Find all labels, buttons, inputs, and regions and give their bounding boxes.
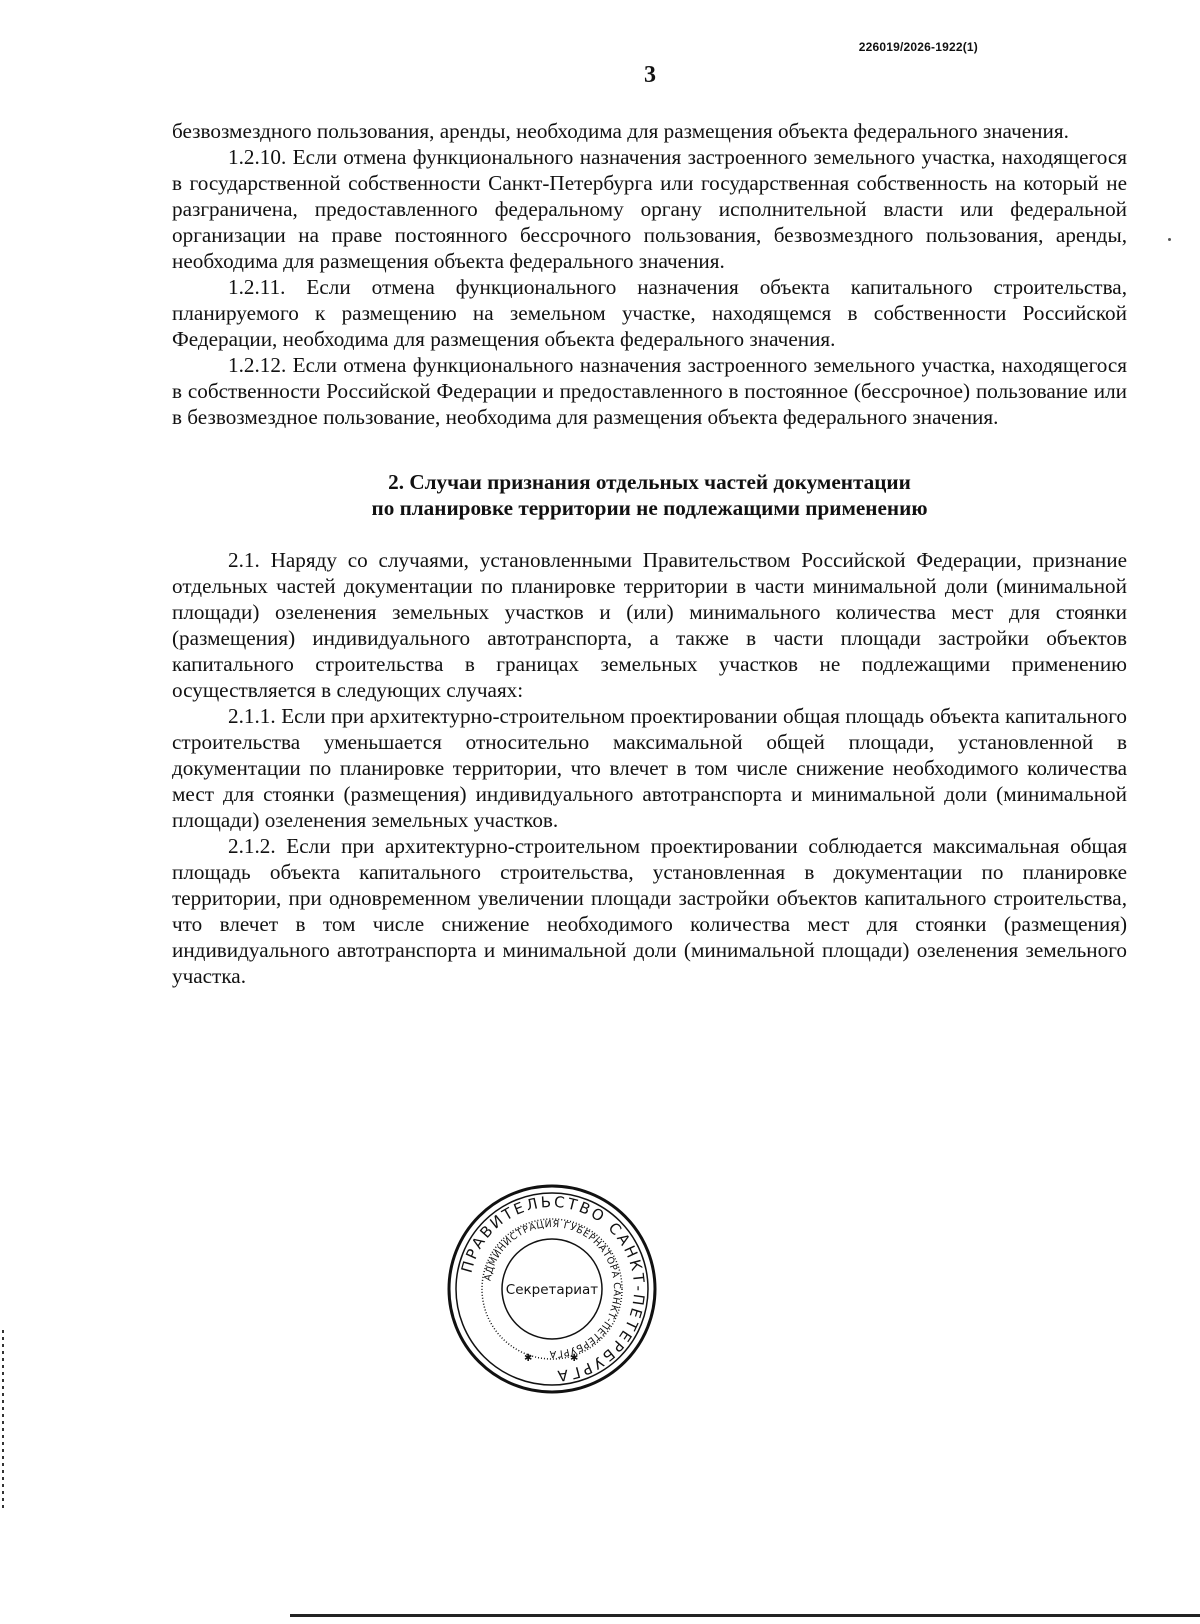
paragraph-1-2-12: 1.2.12. Если отмена функционального назначения застроенного земельного участка, находящегося в собственности Российской Федерации и предоставленного в постоянное (бессрочное) пользование или в безвозмездное пользование, необходима для размещения объекта федерального значения. xyxy=(172,353,1127,429)
stamp-outer-text: ПРАВИТЕЛЬСТВО САНКТ-ПЕТЕРБУРГА xyxy=(457,1192,649,1386)
paragraph-2-1-2: 2.1.2. Если при архитектурно-строительном проектировании соблюдается максимальная общая площадь объекта капитального строительства, установленная в документации по планировке территории, при одновременном увеличении площади застройки объектов капитального строительства, что влечет в том числе снижение необходимого количества мест для стоянки (размещения) индивидуального автотранспорта и минимальной доли (минимальной площади) озеленения земельного участка. xyxy=(172,834,1127,988)
scan-speck xyxy=(1168,238,1171,241)
page-number: 3 xyxy=(644,62,656,88)
paragraph-continuation: безвозмездного пользования, аренды, необходима для размещения объекта федерального значения. xyxy=(172,119,1069,143)
paragraph-2-1-1: 2.1.1. Если при архитектурно-строительном проектировании общая площадь объекта капитального строительства уменьшается относительно максимальной общей площади, установленной в документации по планировке территории, что влечет в том числе снижение необходимого количества мест для стоянки (размещения) индивидуального автотранспорта и минимальной доли (минимальной площади) озеленения земельных участков. xyxy=(172,704,1127,832)
section-2-heading xyxy=(172,469,1127,521)
scan-edge-marks xyxy=(2,1330,4,1510)
scan-bottom-border xyxy=(290,1614,1200,1617)
stamp-inner-text: АДМИНИСТРАЦИЯ ГУБЕРНАТОРА САНКТ-ПЕТЕРБУРГА xyxy=(482,1218,623,1360)
document-body xyxy=(172,118,1127,989)
official-seal-stamp xyxy=(446,1183,658,1395)
star-icon: ✱ xyxy=(570,1353,579,1364)
paragraph-1-2-10: 1.2.10. Если отмена функционального назначения застроенного земельного участка, находящегося в государственной собственности Санкт-Петербурга или государственная собственность на который не разграничена, предоставленного федеральному органу исполнительной власти или федеральной организации на праве постоянного бессрочного пользования, безвозмездного пользования, аренды, необходима для размещения объекта федерального значения. xyxy=(172,145,1127,273)
section-2-heading-line-2: по планировке территории не подлежащими применению xyxy=(371,496,928,520)
paragraph-2-1: 2.1. Наряду со случаями, установленными Правительством Российской Федерации, признание отдельных частей документации по планировке территории в части минимальной доли (минимальной площади) озеленения земельных участков и (или) минимального количества мест для стоянки (размещения) индивидуального автотранспорта, а также в части площади застройки объектов капитального строительства в границах земельных участков не подлежащими применению осуществляется в следующих случаях: xyxy=(172,548,1127,702)
stamp-center-text: Секретариат xyxy=(505,1282,599,1298)
star-icon: ✱ xyxy=(524,1353,533,1364)
section-2-heading-line-1: 2. Случаи признания отдельных частей документации xyxy=(388,470,911,494)
paragraph-1-2-11: 1.2.11. Если отмена функционального назначения объекта капитального строительства, планируемого к размещению на земельном участке, находящемся в собственности Российской Федерации, необходима для размещения объекта федерального значения. xyxy=(172,275,1127,351)
document-registration-number: 226019/2026-1922(1) xyxy=(858,40,978,54)
